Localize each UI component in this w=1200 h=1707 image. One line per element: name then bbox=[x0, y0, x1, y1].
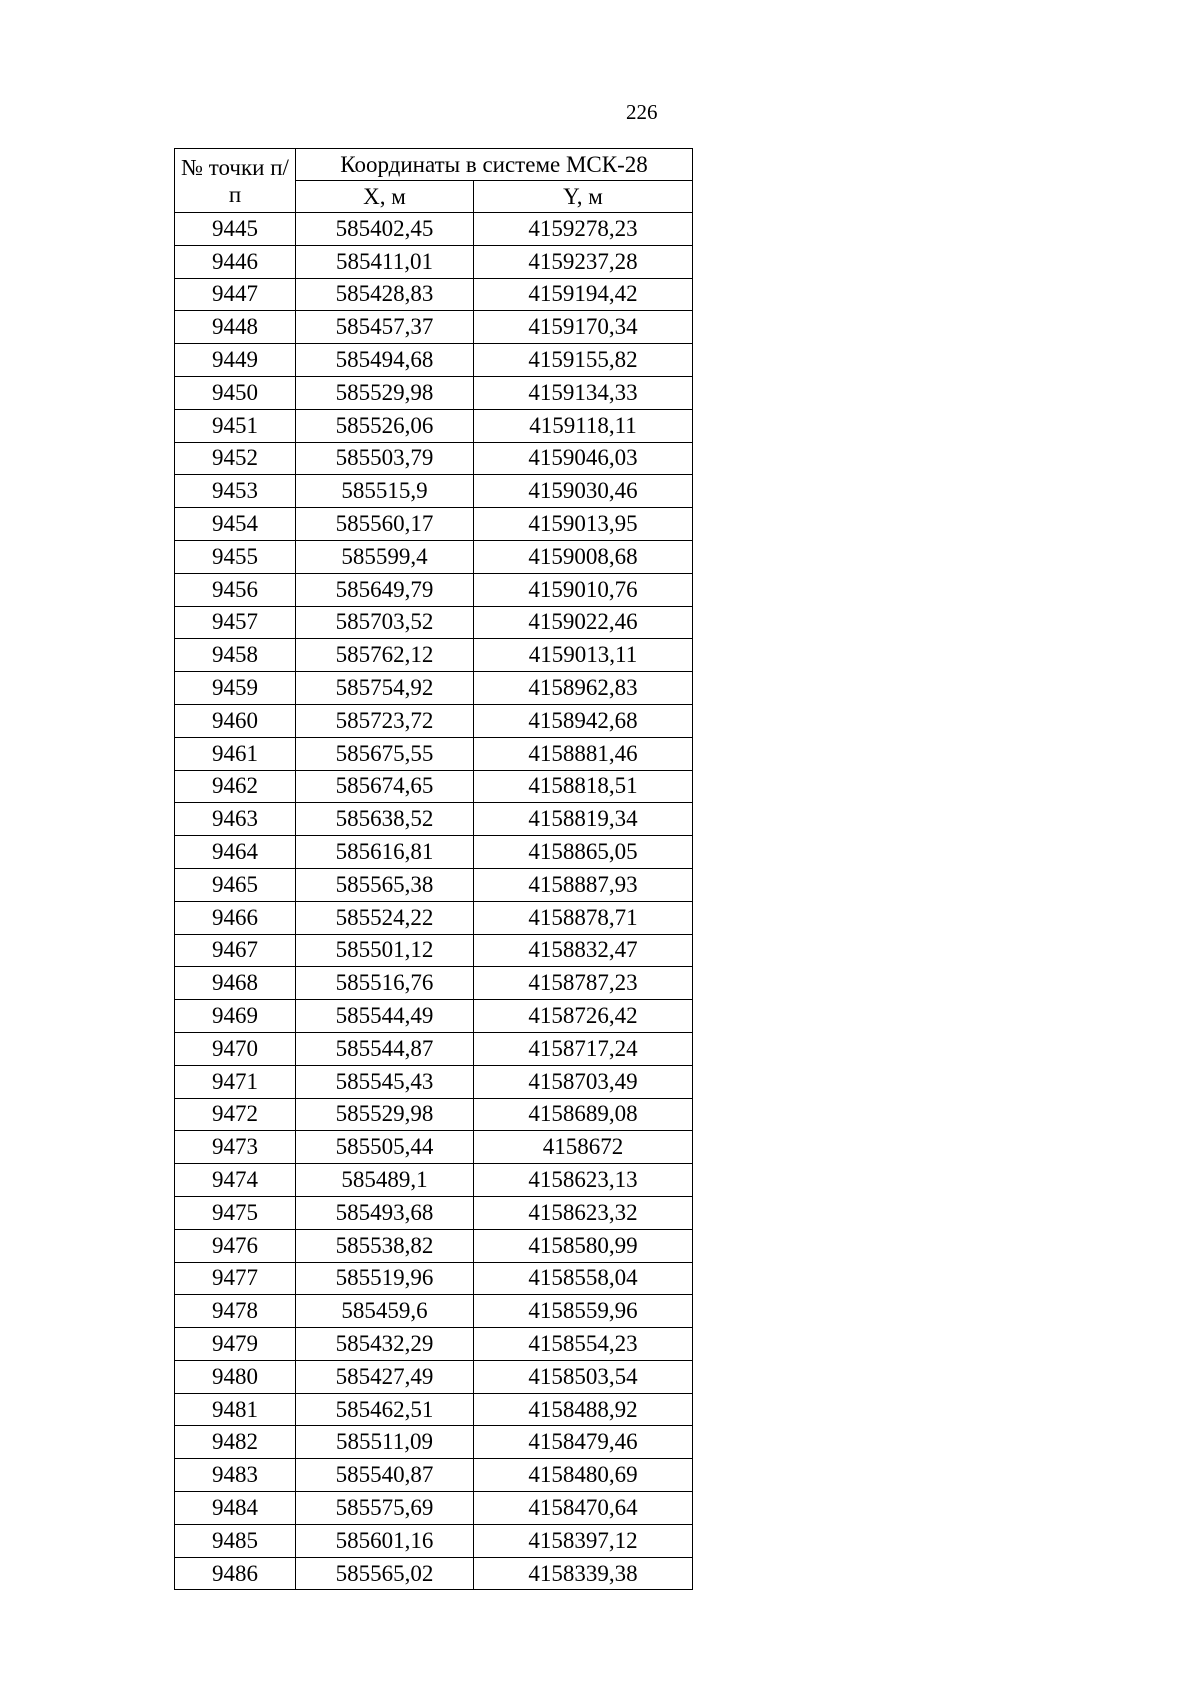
table-row bbox=[175, 737, 693, 770]
table-row bbox=[175, 573, 693, 606]
cell-point-number: 9467 bbox=[175, 934, 296, 967]
cell-y: 4159155,82 bbox=[474, 344, 693, 377]
cell-x: 585538,82 bbox=[296, 1229, 474, 1262]
table-row bbox=[175, 803, 693, 836]
cell-y: 4159134,33 bbox=[474, 376, 693, 409]
cell-y: 4159278,23 bbox=[474, 213, 693, 246]
table-row bbox=[175, 1492, 693, 1525]
cell-y: 4158689,08 bbox=[474, 1098, 693, 1131]
cell-x: 585494,68 bbox=[296, 344, 474, 377]
cell-point-number: 9471 bbox=[175, 1065, 296, 1098]
cell-point-number: 9476 bbox=[175, 1229, 296, 1262]
cell-point-number: 9458 bbox=[175, 639, 296, 672]
cell-point-number: 9452 bbox=[175, 442, 296, 475]
cell-point-number: 9446 bbox=[175, 245, 296, 278]
cell-point-number: 9478 bbox=[175, 1295, 296, 1328]
cell-x: 585565,02 bbox=[296, 1557, 474, 1590]
cell-x: 585432,29 bbox=[296, 1328, 474, 1361]
cell-point-number: 9463 bbox=[175, 803, 296, 836]
cell-x: 585524,22 bbox=[296, 901, 474, 934]
cell-point-number: 9457 bbox=[175, 606, 296, 639]
cell-point-number: 9486 bbox=[175, 1557, 296, 1590]
cell-x: 585505,44 bbox=[296, 1131, 474, 1164]
cell-x: 585723,72 bbox=[296, 704, 474, 737]
cell-y: 4158397,12 bbox=[474, 1524, 693, 1557]
cell-y: 4158558,04 bbox=[474, 1262, 693, 1295]
cell-y: 4158962,83 bbox=[474, 672, 693, 705]
table-row bbox=[175, 1328, 693, 1361]
cell-y: 4158339,38 bbox=[474, 1557, 693, 1590]
table-row bbox=[175, 1295, 693, 1328]
table-row bbox=[175, 508, 693, 541]
cell-point-number: 9454 bbox=[175, 508, 296, 541]
cell-point-number: 9474 bbox=[175, 1164, 296, 1197]
cell-y: 4159170,34 bbox=[474, 311, 693, 344]
cell-x: 585675,55 bbox=[296, 737, 474, 770]
cell-point-number: 9448 bbox=[175, 311, 296, 344]
table-row bbox=[175, 1229, 693, 1262]
cell-point-number: 9470 bbox=[175, 1032, 296, 1065]
cell-x: 585459,6 bbox=[296, 1295, 474, 1328]
cell-y: 4158488,92 bbox=[474, 1393, 693, 1426]
table-row bbox=[175, 934, 693, 967]
cell-point-number: 9469 bbox=[175, 1000, 296, 1033]
cell-point-number: 9481 bbox=[175, 1393, 296, 1426]
cell-x: 585601,16 bbox=[296, 1524, 474, 1557]
cell-y: 4158559,96 bbox=[474, 1295, 693, 1328]
cell-point-number: 9456 bbox=[175, 573, 296, 606]
cell-x: 585515,9 bbox=[296, 475, 474, 508]
cell-point-number: 9468 bbox=[175, 967, 296, 1000]
cell-point-number: 9461 bbox=[175, 737, 296, 770]
cell-point-number: 9451 bbox=[175, 409, 296, 442]
cell-x: 585649,79 bbox=[296, 573, 474, 606]
header-x: X, м bbox=[296, 181, 474, 213]
table-row bbox=[175, 409, 693, 442]
cell-x: 585493,68 bbox=[296, 1196, 474, 1229]
table-row bbox=[175, 770, 693, 803]
cell-y: 4159013,95 bbox=[474, 508, 693, 541]
cell-point-number: 9472 bbox=[175, 1098, 296, 1131]
table-row bbox=[175, 1098, 693, 1131]
cell-point-number: 9477 bbox=[175, 1262, 296, 1295]
cell-point-number: 9459 bbox=[175, 672, 296, 705]
cell-point-number: 9485 bbox=[175, 1524, 296, 1557]
table-row bbox=[175, 1131, 693, 1164]
table-row bbox=[175, 836, 693, 869]
cell-x: 585560,17 bbox=[296, 508, 474, 541]
cell-y: 4158470,64 bbox=[474, 1492, 693, 1525]
cell-x: 585762,12 bbox=[296, 639, 474, 672]
cell-x: 585526,06 bbox=[296, 409, 474, 442]
cell-point-number: 9462 bbox=[175, 770, 296, 803]
cell-y: 4159194,42 bbox=[474, 278, 693, 311]
cell-y: 4158819,34 bbox=[474, 803, 693, 836]
cell-point-number: 9447 bbox=[175, 278, 296, 311]
cell-x: 585503,79 bbox=[296, 442, 474, 475]
cell-point-number: 9460 bbox=[175, 704, 296, 737]
cell-y: 4159237,28 bbox=[474, 245, 693, 278]
cell-x: 585703,52 bbox=[296, 606, 474, 639]
cell-y: 4158878,71 bbox=[474, 901, 693, 934]
cell-x: 585674,65 bbox=[296, 770, 474, 803]
cell-point-number: 9445 bbox=[175, 213, 296, 246]
cell-y: 4158832,47 bbox=[474, 934, 693, 967]
cell-point-number: 9466 bbox=[175, 901, 296, 934]
cell-x: 585411,01 bbox=[296, 245, 474, 278]
cell-y: 4158480,69 bbox=[474, 1459, 693, 1492]
cell-y: 4158887,93 bbox=[474, 868, 693, 901]
cell-y: 4159030,46 bbox=[474, 475, 693, 508]
cell-y: 4158942,68 bbox=[474, 704, 693, 737]
cell-point-number: 9450 bbox=[175, 376, 296, 409]
cell-x: 585428,83 bbox=[296, 278, 474, 311]
cell-point-number: 9484 bbox=[175, 1492, 296, 1525]
cell-point-number: 9475 bbox=[175, 1196, 296, 1229]
cell-y: 4158580,99 bbox=[474, 1229, 693, 1262]
cell-y: 4159022,46 bbox=[474, 606, 693, 639]
cell-y: 4158503,54 bbox=[474, 1360, 693, 1393]
cell-x: 585638,52 bbox=[296, 803, 474, 836]
table-header bbox=[175, 149, 693, 213]
header-y: Y, м bbox=[474, 181, 693, 213]
coordinates-table bbox=[174, 148, 693, 1590]
table-row bbox=[175, 704, 693, 737]
table-row bbox=[175, 376, 693, 409]
cell-x: 585402,45 bbox=[296, 213, 474, 246]
cell-x: 585457,37 bbox=[296, 311, 474, 344]
cell-x: 585575,69 bbox=[296, 1492, 474, 1525]
table-row bbox=[175, 213, 693, 246]
table-row bbox=[175, 1262, 693, 1295]
cell-y: 4159046,03 bbox=[474, 442, 693, 475]
table-row bbox=[175, 639, 693, 672]
table-row bbox=[175, 1426, 693, 1459]
cell-x: 585501,12 bbox=[296, 934, 474, 967]
table-row bbox=[175, 1065, 693, 1098]
cell-point-number: 9473 bbox=[175, 1131, 296, 1164]
header-point-number: № точки п/п bbox=[175, 149, 296, 213]
cell-x: 585545,43 bbox=[296, 1065, 474, 1098]
cell-y: 4158865,05 bbox=[474, 836, 693, 869]
table-row bbox=[175, 1164, 693, 1197]
table-row bbox=[175, 672, 693, 705]
table-row bbox=[175, 901, 693, 934]
cell-y: 4158703,49 bbox=[474, 1065, 693, 1098]
table-row bbox=[175, 967, 693, 1000]
cell-point-number: 9465 bbox=[175, 868, 296, 901]
cell-y: 4158881,46 bbox=[474, 737, 693, 770]
table-row bbox=[175, 606, 693, 639]
table-row bbox=[175, 475, 693, 508]
cell-y: 4158717,24 bbox=[474, 1032, 693, 1065]
header-coordinates-group: Координаты в системе МСК-28 bbox=[296, 149, 693, 181]
cell-x: 585462,51 bbox=[296, 1393, 474, 1426]
table-row bbox=[175, 442, 693, 475]
table-row bbox=[175, 1032, 693, 1065]
table-row bbox=[175, 344, 693, 377]
table-row bbox=[175, 1196, 693, 1229]
cell-point-number: 9482 bbox=[175, 1426, 296, 1459]
cell-point-number: 9480 bbox=[175, 1360, 296, 1393]
cell-x: 585519,96 bbox=[296, 1262, 474, 1295]
table-body bbox=[175, 213, 693, 1590]
table-row bbox=[175, 1459, 693, 1492]
table-row bbox=[175, 1000, 693, 1033]
table-row bbox=[175, 311, 693, 344]
cell-y: 4159008,68 bbox=[474, 540, 693, 573]
cell-y: 4158554,23 bbox=[474, 1328, 693, 1361]
cell-x: 585427,49 bbox=[296, 1360, 474, 1393]
cell-y: 4158672 bbox=[474, 1131, 693, 1164]
table-row bbox=[175, 540, 693, 573]
cell-x: 585544,49 bbox=[296, 1000, 474, 1033]
cell-point-number: 9483 bbox=[175, 1459, 296, 1492]
cell-y: 4158818,51 bbox=[474, 770, 693, 803]
cell-x: 585599,4 bbox=[296, 540, 474, 573]
cell-y: 4158726,42 bbox=[474, 1000, 693, 1033]
cell-point-number: 9449 bbox=[175, 344, 296, 377]
cell-x: 585540,87 bbox=[296, 1459, 474, 1492]
table-row bbox=[175, 1557, 693, 1590]
table-row bbox=[175, 868, 693, 901]
cell-x: 585544,87 bbox=[296, 1032, 474, 1065]
cell-x: 585565,38 bbox=[296, 868, 474, 901]
table-row bbox=[175, 1524, 693, 1557]
cell-y: 4158623,13 bbox=[474, 1164, 693, 1197]
cell-point-number: 9479 bbox=[175, 1328, 296, 1361]
cell-x: 585754,92 bbox=[296, 672, 474, 705]
cell-x: 585529,98 bbox=[296, 376, 474, 409]
cell-y: 4158787,23 bbox=[474, 967, 693, 1000]
cell-x: 585529,98 bbox=[296, 1098, 474, 1131]
cell-point-number: 9453 bbox=[175, 475, 296, 508]
table-row bbox=[175, 1393, 693, 1426]
cell-x: 585516,76 bbox=[296, 967, 474, 1000]
table-row bbox=[175, 245, 693, 278]
cell-y: 4159010,76 bbox=[474, 573, 693, 606]
cell-y: 4159013,11 bbox=[474, 639, 693, 672]
table-row bbox=[175, 278, 693, 311]
cell-y: 4158479,46 bbox=[474, 1426, 693, 1459]
cell-x: 585511,09 bbox=[296, 1426, 474, 1459]
page-number: 226 bbox=[626, 100, 658, 124]
cell-x: 585616,81 bbox=[296, 836, 474, 869]
cell-point-number: 9455 bbox=[175, 540, 296, 573]
cell-point-number: 9464 bbox=[175, 836, 296, 869]
cell-x: 585489,1 bbox=[296, 1164, 474, 1197]
cell-y: 4158623,32 bbox=[474, 1196, 693, 1229]
cell-y: 4159118,11 bbox=[474, 409, 693, 442]
table-row bbox=[175, 1360, 693, 1393]
